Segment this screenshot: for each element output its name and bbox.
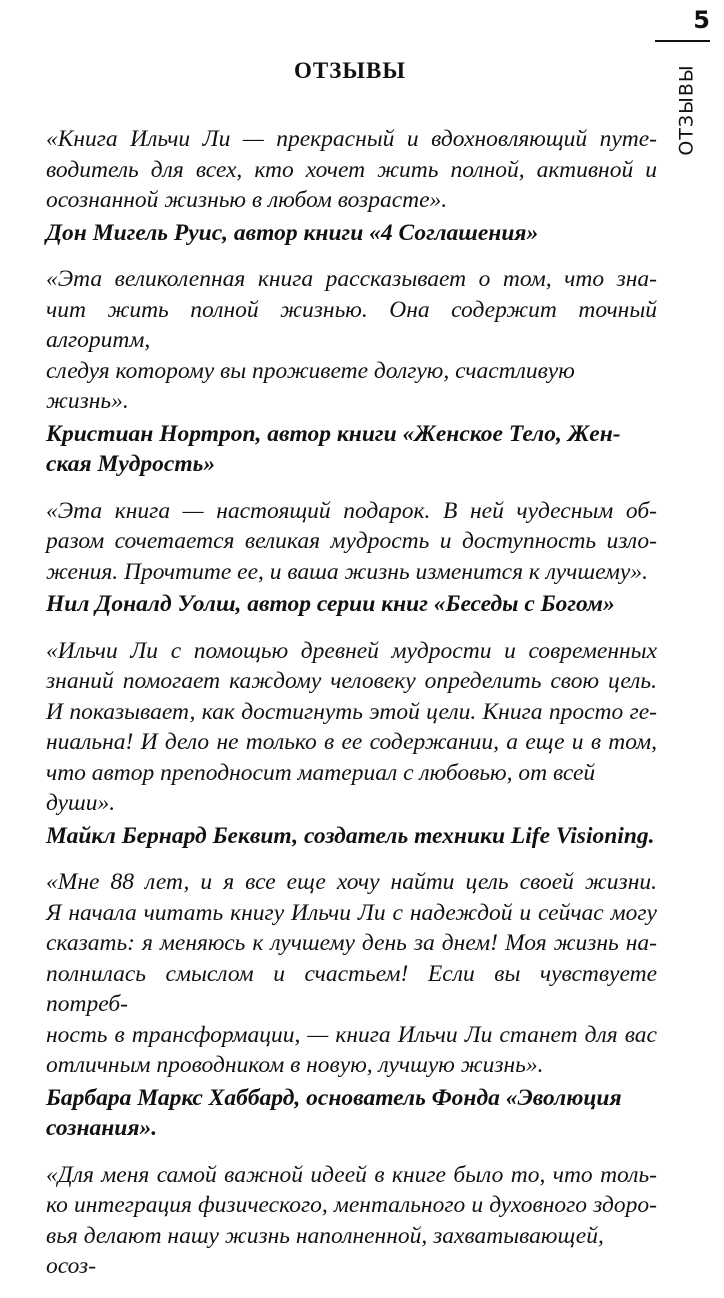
review-quote: [46, 867, 657, 1081]
author-line: Дон Мигель Руис, автор книги «4 Соглашения»: [46, 219, 539, 246]
author-line: Кристиан Нортроп, автор книги «Женское Тело, Жен-: [46, 420, 621, 447]
review-quote: [46, 496, 657, 588]
page-title: ОТЗЫВЫ: [294, 58, 406, 83]
page-number: 5: [693, 6, 710, 34]
quote-line: ко интеграция физического, ментального и духовного здоро-: [46, 1192, 657, 1218]
quote-line: следуя которому вы проживете долгую, счастливую жизнь».: [46, 357, 575, 414]
review-quote: [46, 1160, 657, 1282]
review-author: [46, 589, 657, 620]
quote-line: И показывает, как достигнуть этой цели. Книга просто ге-: [46, 698, 657, 725]
quote-line: сказать: я меняюсь к лучшему день за днем! Моя жизнь на-: [46, 930, 657, 956]
review-item: [46, 496, 657, 620]
running-head: [670, 60, 704, 160]
quote-line: «Эта великолепная книга рассказывает о том, что зна-: [46, 266, 657, 292]
review-item: [46, 124, 657, 248]
running-head-text: ОТЗЫВЫ: [676, 64, 698, 156]
author-line: ская Мудрость»: [46, 451, 216, 477]
review-quote: [46, 124, 657, 216]
quote-line: жения. Прочтите ее, и ваша жизнь изменится к лучшему».: [46, 558, 648, 585]
quote-line: разом сочетается великая мудрость и доступность изло-: [46, 528, 657, 554]
quote-line: ниальна! И дело не только в ее содержании, а еще и в том,: [46, 729, 657, 755]
quote-line: ность в трансформации, — книга Ильчи Ли станет для вас: [46, 1021, 657, 1048]
quote-line: Я начала читать книгу Ильчи Ли с надеждой и сейчас могу: [46, 899, 657, 926]
quote-line: «Ильчи Ли с помощью древней мудрости и современных: [46, 637, 657, 664]
quote-line: полнилась смыслом и счастьем! Если вы чувствуете потреб-: [46, 960, 657, 1017]
quote-line: отличным проводником в новую, лучшую жизнь».: [46, 1052, 544, 1078]
review-author: [46, 821, 657, 852]
quote-line: «Мне 88 лет, и я все еще хочу найти цель своей жизни.: [46, 869, 657, 895]
author-line: Нил Доналд Уолш, автор серии книг «Беседы с Богом»: [46, 591, 615, 617]
quote-line: чит жить полной жизнью. Она содержит точный алгоритм,: [46, 296, 657, 353]
review-author: [46, 419, 657, 480]
author-line: сознания».: [46, 1115, 158, 1141]
review-quote: [46, 636, 657, 819]
quote-line: осознанной жизнью в любом возрасте».: [46, 187, 448, 213]
review-author: [46, 218, 657, 249]
quote-line: знаний помогает каждому человеку определить свою цель.: [46, 668, 657, 694]
author-line: Барбара Маркс Хаббард, основатель Фонда «Эволюция: [46, 1084, 622, 1111]
quote-line: водитель для всех, кто хочет жить полной, активной и: [46, 156, 657, 183]
header-rule: [655, 40, 710, 42]
quote-line: «Для меня самой важной идеей в книге было то, что толь-: [46, 1161, 657, 1188]
review-item: [46, 264, 657, 480]
author-line: Майкл Бернард Беквит, создатель техники Life Visioning.: [46, 822, 655, 849]
review-item: [46, 1160, 657, 1282]
quote-line: вья делают нашу жизнь наполненной, захватывающей, осоз-: [46, 1222, 604, 1279]
quote-line: что автор преподносит материал с любовью, от всей души».: [46, 759, 596, 816]
reviews-list: [46, 124, 657, 1298]
quote-line: «Эта книга — настоящий подарок. В ней чудесным об-: [46, 497, 657, 524]
review-quote: [46, 264, 657, 417]
review-author: [46, 1083, 657, 1144]
review-item: [46, 867, 657, 1144]
review-item: [46, 636, 657, 852]
quote-line: «Книга Ильчи Ли — прекрасный и вдохновляющий путе-: [46, 126, 657, 152]
